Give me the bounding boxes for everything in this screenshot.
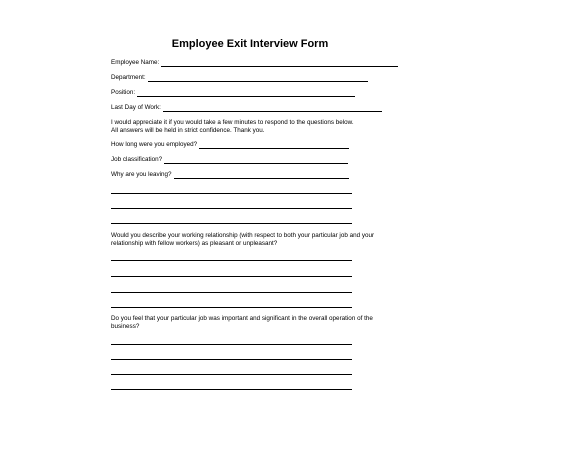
why-leaving-line-4[interactable] (111, 223, 352, 224)
importance-answer-line-2[interactable] (111, 359, 352, 360)
relationship-answer-line-3[interactable] (111, 292, 352, 293)
job-classification-label: Job classification? (111, 156, 163, 163)
intro-line-1: I would appreciate it if you would take a few minutes to respond to the questions below. (111, 119, 354, 126)
employee-name-field[interactable] (161, 60, 398, 67)
position-field[interactable] (137, 90, 355, 97)
how-long-row (111, 141, 349, 149)
employee-name-label: Employee Name: (111, 59, 160, 66)
importance-answer-line-1[interactable] (111, 344, 352, 345)
relationship-line-2: relationship with fellow workers) as pleasant or unpleasant? (111, 239, 278, 247)
importance-line-1: Do you feel that your particular job was important and significant in the overall operation of the (111, 315, 373, 322)
relationship-question (111, 232, 374, 247)
why-leaving-field[interactable] (174, 172, 349, 179)
last-day-label: Last Day of Work: (111, 104, 161, 111)
relationship-answer-line-4[interactable] (111, 307, 352, 308)
department-field[interactable] (148, 75, 368, 82)
why-leaving-label: Why are you leaving? (111, 171, 172, 178)
position-label: Position: (111, 89, 136, 96)
why-leaving-line-3[interactable] (111, 208, 352, 209)
relationship-answer-line-2[interactable] (111, 276, 352, 277)
department-row (111, 74, 368, 82)
position-row (111, 89, 355, 97)
importance-question (111, 315, 373, 330)
department-label: Department: (111, 74, 146, 81)
form-title: Employee Exit Interview Form (171, 38, 329, 50)
importance-answer-line-3[interactable] (111, 374, 352, 375)
intro-line-2: All answers will be held in strict confidence. Thank you. (111, 126, 265, 134)
job-classification-row (111, 156, 348, 164)
last-day-field[interactable] (163, 105, 382, 112)
why-leaving-line-2[interactable] (111, 193, 352, 194)
intro-paragraph (111, 119, 354, 134)
employee-name-row (111, 59, 398, 67)
how-long-label: How long were you employed? (111, 141, 198, 148)
relationship-line-1: Would you describe your working relationship (with respect to both your particular job and your (111, 232, 375, 239)
importance-line-2: business? (111, 322, 140, 330)
why-leaving-row (111, 171, 349, 179)
relationship-answer-line-1[interactable] (111, 260, 352, 261)
job-classification-field[interactable] (164, 157, 348, 164)
last-day-row (111, 104, 382, 112)
importance-answer-line-4[interactable] (111, 389, 352, 390)
how-long-field[interactable] (199, 142, 349, 149)
